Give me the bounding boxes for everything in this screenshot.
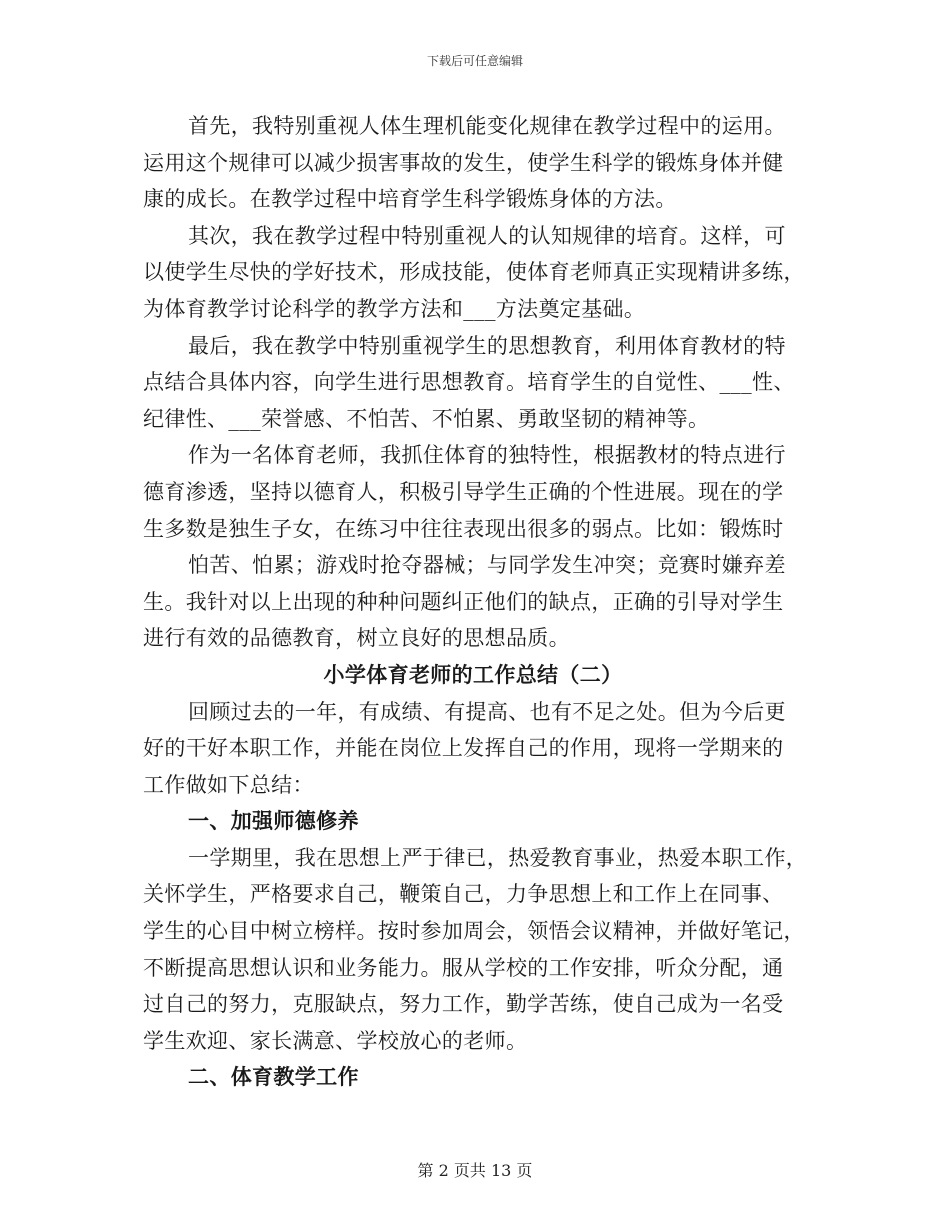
paragraph-line: 学生欢迎、家长满意、学校放心的老师。 [143,1028,528,1053]
section-heading-1: 一、加强师德修养 [188,808,359,834]
paragraph-line: 作为一名体育老师，我抓住体育的独特性，根据教材的特点进行 [188,443,786,468]
paragraph-line: 生多数是独生子女，在练习中往往表现出很多的弱点。比如：锻炼时 [143,516,784,541]
paragraph-line: 生。我针对以上出现的种种问题纠正他们的缺点，正确的引导对学生 [143,589,784,614]
section-heading-2: 二、体育教学工作 [188,1064,359,1090]
paragraph-line: 以使学生尽快的学好技术，形成技能，使体育老师真正实现精讲多练， [143,260,805,285]
document-body [143,108,808,1096]
paragraph-line: 好的干好本职工作，并能在岗位上发挥自己的作用，现将一学期来的 [143,736,784,761]
paragraph-line: 首先，我特别重视人体生理机能变化规律在教学过程中的运用。 [188,114,786,138]
paragraph-line: 进行有效的品德教育，树立良好的思想品质。 [143,626,570,651]
page-header-note: 下载后可任意编辑 [426,54,523,68]
paragraph-line: 康的成长。在教学过程中培育学生科学锻炼身体的方法。 [143,187,677,212]
paragraph-line: 怕苦、怕累；游戏时抢夺器械；与同学发生冲突；竞赛时嫌弃差 [188,553,786,578]
paragraph-line: 不断提高思想认识和业务能力。服从学校的工作安排，听众分配，通 [143,955,784,980]
paragraph-line: 运用这个规律可以减少损害事故的发生，使学生科学的锻炼身体并健 [143,150,784,175]
section-title: 小学体育老师的工作总结（二） [323,661,623,687]
paragraph-line: 关怀学生，严格要求自己，鞭策自己，力争思想上和工作上在同事、 [143,882,784,907]
paragraph-line: 为体育教学讨论科学的教学方法和___方法奠定基础。 [143,296,646,321]
paragraph-line: 工作做如下总结： [143,772,314,797]
paragraph-line: 点结合具体内容，向学生进行思想教育。培育学生的自觉性、___性、 [143,370,795,395]
paragraph-line: 过自己的努力，克服缺点，努力工作，勤学苦练，使自己成为一名受 [143,992,784,1017]
paragraph-line: 一学期里，我在思想上严于律已，热爱教育事业，热爱本职工作， [188,845,808,870]
paragraph-line: 学生的心目中树立榜样。按时参加周会，领悟会议精神，并做好笔记， [143,919,805,944]
page-number: 第 2 页共 13 页 [417,1161,533,1180]
paragraph-line: 回顾过去的一年，有成绩、有提高、也有不足之处。但为今后更 [188,699,786,724]
paragraph-line: 纪律性、___荣誉感、不怕苦、不怕累、勇敢坚韧的精神等。 [143,406,710,431]
paragraph-line: 其次，我在教学过程中特别重视人的认知规律的培育。这样，可 [188,223,786,248]
paragraph-line: 德育渗透，坚持以德育人，积极引导学生正确的个性进展。现在的学 [143,479,784,504]
paragraph-line: 最后，我在教学中特别重视学生的思想教育，利用体育教材的特 [188,333,786,358]
